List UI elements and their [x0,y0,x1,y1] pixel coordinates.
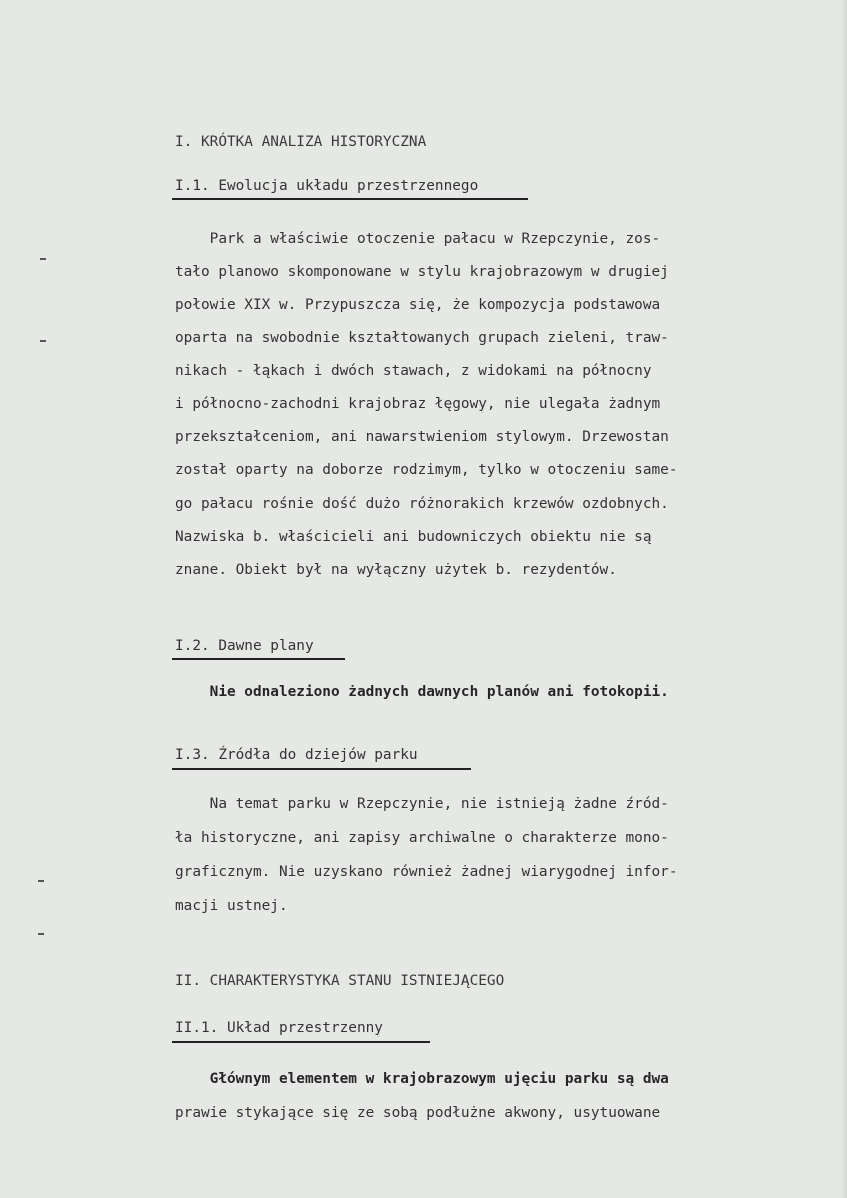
paragraph-line: prawie stykające się ze sobą podłużne akwony, usytuowane [175,1105,661,1121]
margin-mark [38,933,44,935]
paragraph-line: i północno-zachodni krajobraz łęgowy, nie ulegała żadnym [175,396,661,412]
subsection-underline [172,768,471,770]
paragraph-line: Na temat parku w Rzepczynie, nie istnieją żadne źród- [175,796,669,812]
paragraph-line: Nazwiska b. właścicieli ani budowniczych obiektu nie są [175,529,652,545]
paragraph-line: przekształceniom, ani nawarstwieniom stylowym. Drzewostan [175,429,669,445]
subsection-underline [172,658,345,660]
paragraph-line: połowie XIX w. Przypuszcza się, że kompozycja podstawowa [175,297,661,313]
paragraph-line: oparta na swobodnie kształtowanych grupach zieleni, traw- [175,330,669,346]
paragraph-line: Głównym elementem w krajobrazowym ujęciu parku są dwa [175,1071,669,1087]
paragraph-line: znane. Obiekt był na wyłączny użytek b. rezydentów. [175,562,617,578]
paragraph-line: Nie odnaleziono żadnych dawnych planów ani fotokopii. [175,684,669,700]
subsection-underline [172,1041,430,1043]
subsection-underline [172,198,528,200]
paragraph-line: go pałacu rośnie dość dużo różnorakich krzewów ozdobnych. [175,496,669,512]
subsection-1-1-title: I.1. Ewolucja układu przestrzennego [175,178,479,194]
margin-mark [38,880,44,882]
margin-mark [40,258,46,260]
subsection-1-3-title: I.3. Źródła do dziejów parku [175,747,418,763]
paragraph-line: nikach - łąkach i dwóch stawach, z widokami na północny [175,363,652,379]
paragraph-line: ła historyczne, ani zapisy archiwalne o charakterze mono- [175,830,669,846]
paragraph-line: został oparty na doborze rodzimym, tylko w otoczeniu same- [175,462,678,478]
section-1-title: I. KRÓTKA ANALIZA HISTORYCZNA [175,134,427,150]
paragraph-line: macji ustnej. [175,898,288,914]
subsection-1-2-title: I.2. Dawne plany [175,638,314,654]
section-2-title: II. CHARAKTERYSTYKA STANU ISTNIEJĄCEGO [175,973,505,989]
margin-mark [40,340,46,342]
subsection-2-1-title: II.1. Układ przestrzenny [175,1020,383,1036]
paragraph-line: Park a właściwie otoczenie pałacu w Rzepczynie, zos- [175,231,661,247]
paragraph-line: tało planowo skomponowane w stylu krajobrazowym w drugiej [175,264,669,280]
paragraph-line: graficznym. Nie uzyskano również żadnej wiarygodnej infor- [175,864,678,880]
page-edge-shadow [841,0,847,1198]
